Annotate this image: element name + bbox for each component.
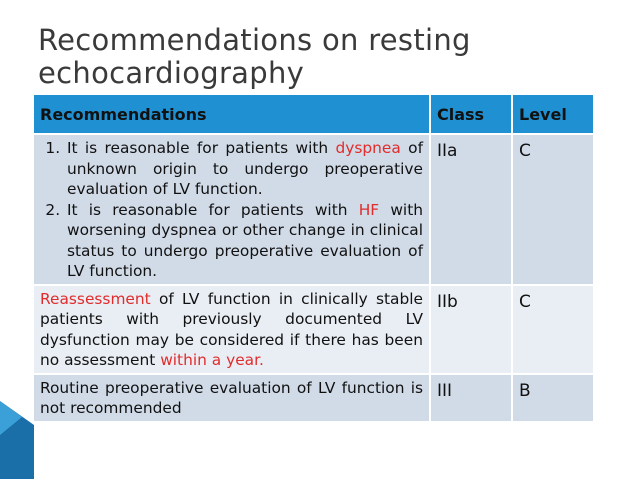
highlight-text: Reassessment bbox=[40, 289, 151, 308]
highlight-text: dyspnea bbox=[335, 139, 401, 157]
class-cell: IIb bbox=[430, 285, 512, 374]
list-item: 2. It is reasonable for patients with HF with worsening dyspnea or other change in clinical status to undergo preoperative evaluation of LV function. bbox=[65, 200, 423, 282]
highlight-text: within a year. bbox=[160, 351, 264, 369]
recommendation-cell: Routine preoperative evaluation of LV function is not recommended bbox=[34, 374, 430, 421]
table-row bbox=[34, 134, 594, 285]
highlight-text: HF bbox=[358, 200, 380, 219]
level-cell: B bbox=[512, 374, 594, 421]
recommendations-table bbox=[34, 95, 595, 421]
header-level: Level bbox=[512, 95, 594, 134]
list-item: 1. It is reasonable for patients with dyspnea of unknown origin to undergo preoperative evaluation of LV function. bbox=[65, 138, 423, 200]
class-cell: III bbox=[430, 374, 512, 421]
table-row bbox=[34, 285, 594, 374]
decorative-corner-shape bbox=[0, 395, 34, 479]
table-row bbox=[34, 374, 594, 421]
header-recommendations: Recommendations bbox=[34, 95, 430, 134]
recommendation-cell: Reassessment of LV function in clinically stable patients with previously documented LV dysfunction may be considered if there has been no assessment within a year. bbox=[34, 285, 430, 374]
header-class: Class bbox=[430, 95, 512, 134]
class-cell: IIa bbox=[430, 134, 512, 285]
level-cell: C bbox=[512, 134, 594, 285]
level-cell: C bbox=[512, 285, 594, 374]
recommendation-list bbox=[40, 138, 423, 282]
slide-title: Recommendations on resting echocardiography bbox=[38, 23, 471, 90]
recommendation-cell bbox=[34, 134, 430, 285]
table-header-row bbox=[34, 95, 594, 134]
